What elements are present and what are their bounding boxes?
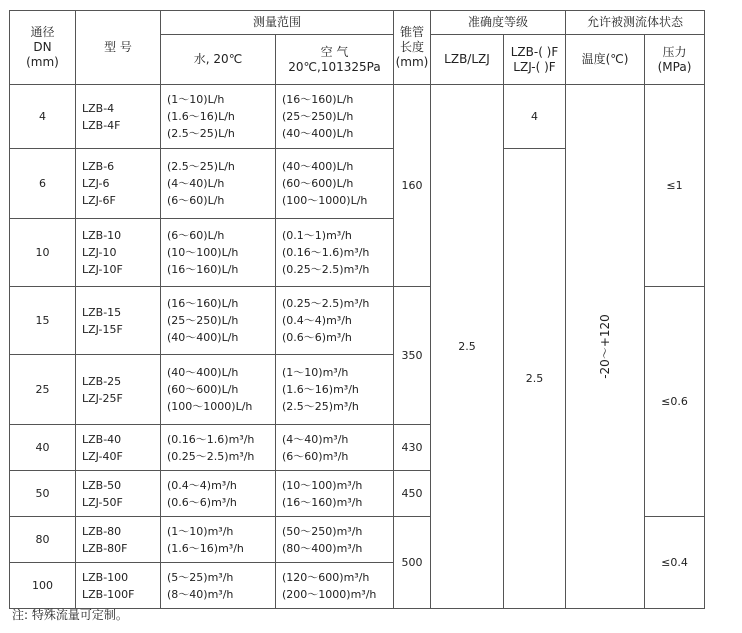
water-range-cell: (6～60)L/h (10～100)L/h (16～160)L/h: [161, 219, 276, 287]
header-accuracy: 准确度等级: [431, 11, 566, 35]
header-air: 空 气 20℃,101325Pa: [276, 35, 394, 85]
water-range-cell: (16～160)L/h (25～250)L/h (40～400)L/h: [161, 287, 276, 355]
air-range-cell: (4～40)m³/h (6～60)m³/h: [276, 425, 394, 471]
header-temp: 温度(℃): [566, 35, 645, 85]
length-cell: 500: [394, 517, 431, 609]
model-cell: LZB-4 LZB-4F: [76, 85, 161, 149]
dn-cell: 10: [10, 219, 76, 287]
model-cell: LZB-10 LZJ-10 LZJ-10F: [76, 219, 161, 287]
water-range-cell: (0.4～4)m³/h (0.6～6)m³/h: [161, 471, 276, 517]
header-range: 测量范围: [161, 11, 394, 35]
water-range-cell: (0.16～1.6)m³/h (0.25～2.5)m³/h: [161, 425, 276, 471]
air-range-cell: (10～100)m³/h (16～160)m³/h: [276, 471, 394, 517]
air-range-cell: (1～10)m³/h (1.6～16)m³/h (2.5～25)m³/h: [276, 355, 394, 425]
model-cell: LZB-80 LZB-80F: [76, 517, 161, 563]
model-cell: LZB-25 LZJ-25F: [76, 355, 161, 425]
accuracy-f-cell: 2.5: [504, 149, 566, 609]
dn-cell: 4: [10, 85, 76, 149]
header-pressure: 压力 (MPa): [645, 35, 705, 85]
header-dn: 通径 DN (mm): [10, 11, 76, 85]
water-range-cell: (2.5～25)L/h (4～40)L/h (6～60)L/h: [161, 149, 276, 219]
model-cell: LZB-50 LZJ-50F: [76, 471, 161, 517]
air-range-cell: (120～600)m³/h (200～1000)m³/h: [276, 563, 394, 609]
model-cell: LZB-100 LZB-100F: [76, 563, 161, 609]
temperature-cell: -20～+120: [566, 85, 645, 609]
length-cell: 450: [394, 471, 431, 517]
footnote: 注: 特殊流量可定制。: [12, 608, 128, 622]
air-range-cell: (50～250)m³/h (80～400)m³/h: [276, 517, 394, 563]
water-range-cell: (5～25)m³/h (8～40)m³/h: [161, 563, 276, 609]
table-row: [10, 85, 705, 149]
header-water: 水, 20℃: [161, 35, 276, 85]
water-range-cell: (40～400)L/h (60～600)L/h (100～1000)L/h: [161, 355, 276, 425]
air-range-cell: (40～400)L/h (60～600)L/h (100～1000)L/h: [276, 149, 394, 219]
header-allow: 允许被测流体状态: [566, 11, 705, 35]
dn-cell: 25: [10, 355, 76, 425]
length-cell: 350: [394, 287, 431, 425]
dn-cell: 50: [10, 471, 76, 517]
header-acc-f: LZB-( )F LZJ-( )F: [504, 35, 566, 85]
dn-cell: 40: [10, 425, 76, 471]
water-range-cell: (1～10)L/h (1.6～16)L/h (2.5～25)L/h: [161, 85, 276, 149]
air-range-cell: (0.1～1)m³/h (0.16～1.6)m³/h (0.25～2.5)m³/h: [276, 219, 394, 287]
dn-cell: 6: [10, 149, 76, 219]
model-cell: LZB-40 LZJ-40F: [76, 425, 161, 471]
model-cell: LZB-6 LZJ-6 LZJ-6F: [76, 149, 161, 219]
accuracy-lzb-cell: 2.5: [431, 85, 504, 609]
spec-table: [9, 10, 705, 609]
air-range-cell: (16～160)L/h (25～250)L/h (40～400)L/h: [276, 85, 394, 149]
length-cell: 160: [394, 85, 431, 287]
header-acc-lzb: LZB/LZJ: [431, 35, 504, 85]
header-length: 锥管 长度 (mm): [394, 11, 431, 85]
pressure-cell: ≤0.4: [645, 517, 705, 609]
model-cell: LZB-15 LZJ-15F: [76, 287, 161, 355]
header-model: 型 号: [76, 11, 161, 85]
dn-cell: 100: [10, 563, 76, 609]
pressure-cell: ≤0.6: [645, 287, 705, 517]
accuracy-f-cell: 4: [504, 85, 566, 149]
dn-cell: 15: [10, 287, 76, 355]
dn-cell: 80: [10, 517, 76, 563]
water-range-cell: (1～10)m³/h (1.6～16)m³/h: [161, 517, 276, 563]
pressure-cell: ≤1: [645, 85, 705, 287]
air-range-cell: (0.25～2.5)m³/h (0.4～4)m³/h (0.6～6)m³/h: [276, 287, 394, 355]
length-cell: 430: [394, 425, 431, 471]
